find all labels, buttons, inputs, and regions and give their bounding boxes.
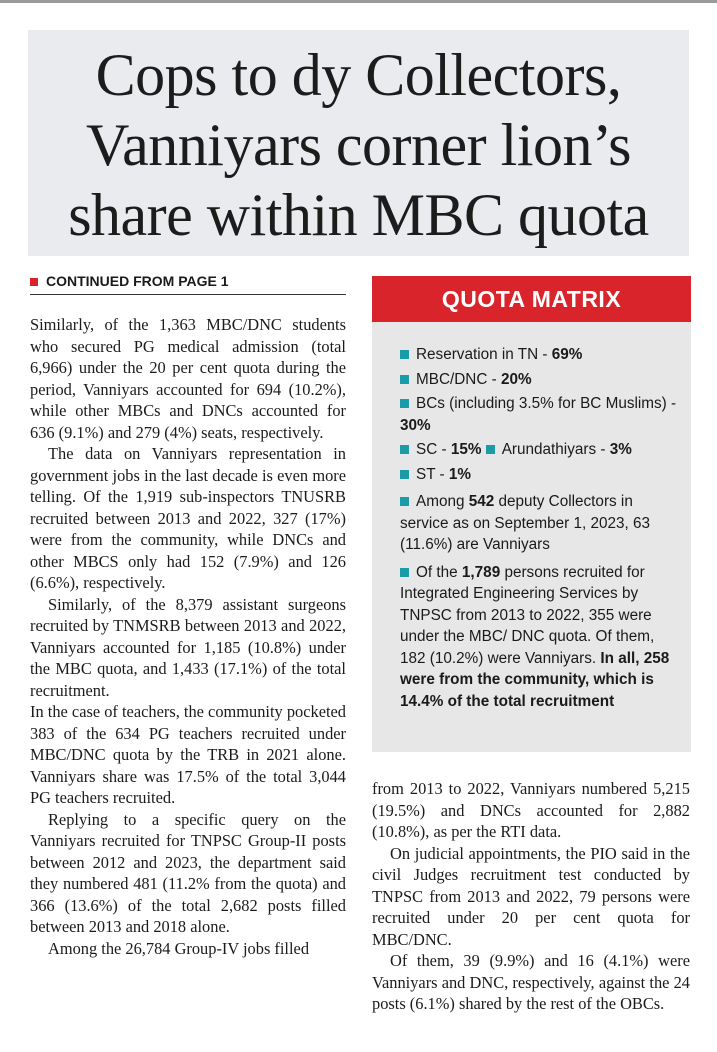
paragraph: In the case of teachers, the community pocketed 383 of the 634 PG teachers recruited under MBC/DNC quota by the TRB in 2021 alone. Vanniyars share was 17.5% of the total 3,044 PG teachers recruited. xyxy=(30,702,346,807)
continued-text: CONTINUED FROM PAGE 1 xyxy=(46,273,229,289)
paragraph: Similarly, of the 1,363 MBC/DNC students who secured PG medical admission (total 6,966) under the 20 per cent quota during the period, Vanniyars accounted for 694 (10.2%), while other MBCs and DNCs accounted for 636 (9.1%) and 279 (4%) seats, respectively. xyxy=(30,315,346,442)
paragraph: Among the 26,784 Group-IV jobs filled xyxy=(48,938,310,958)
paragraph: Replying to a specific query on the Vanniyars recruited for TNPSC Group-II posts between 2012 and 2023, the department said they numbered 481 (11.2% from the quota) and 366 (13.6%) of the total 2,682 posts filled between 2013 and 2018 alone. xyxy=(30,809,346,936)
article-column-2 xyxy=(372,778,690,1015)
item-value: 30% xyxy=(400,416,431,434)
paragraph: Similarly, of the 8,379 assistant surgeons recruited by TNMSRB between 2013 and 2022, Vanniyars accounted for 1,185 (10.8%) under the MBC quota, and 1,433 (17.1%) of the total recruitment. xyxy=(30,594,346,700)
list-item xyxy=(400,464,680,486)
item-text: SC - xyxy=(416,441,451,458)
item-value: 542 xyxy=(468,493,495,510)
item-text: persons recruited for Integrated Engineering Services by TNPSC from 2013 to 2022, 355 were under the MBC/ DNC quota. Of them, 182 (10.2%) were Vanniyars. xyxy=(400,563,655,667)
red-square-icon xyxy=(30,278,38,286)
item-value: 1% xyxy=(448,465,471,483)
item-value: 20% xyxy=(500,370,532,388)
list-item xyxy=(400,393,680,436)
item-text: Reservation in TN - xyxy=(416,346,552,363)
top-rule xyxy=(0,0,717,3)
continued-from-label xyxy=(30,270,346,295)
list-item xyxy=(400,369,680,391)
square-bullet-icon xyxy=(400,470,409,479)
paragraph: Of them, 39 (9.9%) and 16 (4.1%) were Vanniyars and DNC, respectively, against the 24 posts (6.1%) shared by the rest of the OBCs. xyxy=(372,951,690,1013)
item-value: 3% xyxy=(609,441,632,458)
item-value: 1,789 xyxy=(461,563,501,581)
headline-line-1: Cops to dy Collectors, xyxy=(95,42,622,108)
square-bullet-icon xyxy=(400,350,409,359)
list-item xyxy=(400,491,680,556)
item-value: 69% xyxy=(551,346,583,363)
quota-matrix-list xyxy=(400,344,680,715)
article-column-1 xyxy=(30,314,346,959)
list-item xyxy=(400,439,680,461)
item-text: Arundathiyars - xyxy=(501,441,610,458)
item-text: ST - xyxy=(416,465,449,483)
square-bullet-icon xyxy=(400,375,409,384)
paragraph: from 2013 to 2022, Vanniyars numbered 5,215 (19.5%) and DNCs accounted for 2,882 (10.8%), as per the RTI data. xyxy=(372,779,690,841)
item-text: Of the xyxy=(416,563,462,581)
paragraph: The data on Vanniyars representation in government jobs in the last decade is even more telling. Of the 1,919 sub-inspectors TNUSRB recruited between 2013 and 2022, 327 (17%) were from the community, while DNCs and other MBCS only had 152 (7.9%) and 126 (6.6%), respectively. xyxy=(30,444,346,592)
item-value: 15% xyxy=(450,441,482,458)
item-text: MBC/DNC - xyxy=(416,370,501,388)
headline-line-3: share within MBC quota xyxy=(68,182,649,248)
list-item xyxy=(400,344,680,366)
headline-line-2: Vanniyars corner lion’s xyxy=(85,112,632,178)
item-text: deputy Collectors in service as on September 1, 2023, 63 (11.6%) are Vanniyars xyxy=(400,493,651,553)
square-bullet-icon xyxy=(400,445,409,454)
item-text: Among xyxy=(416,493,469,510)
square-bullet-icon xyxy=(400,568,409,577)
square-bullet-icon xyxy=(400,399,409,408)
headline xyxy=(28,40,689,250)
item-value: In all, 258 were from the community, which is 14.4% of the total recruitment xyxy=(400,649,670,710)
square-bullet-icon xyxy=(400,497,409,506)
square-bullet-icon xyxy=(486,445,495,454)
quota-matrix-title: QUOTA MATRIX xyxy=(372,276,691,322)
item-text: BCs (including 3.5% for BC Muslims) - xyxy=(416,395,677,412)
paragraph: On judicial appointments, the PIO said in the civil Judges recruitment test conducted by TNPSC from 2013 and 2022, 79 persons were recruited under 20 per cent quota for MBC/DNC. xyxy=(372,843,690,949)
list-item xyxy=(400,562,680,713)
